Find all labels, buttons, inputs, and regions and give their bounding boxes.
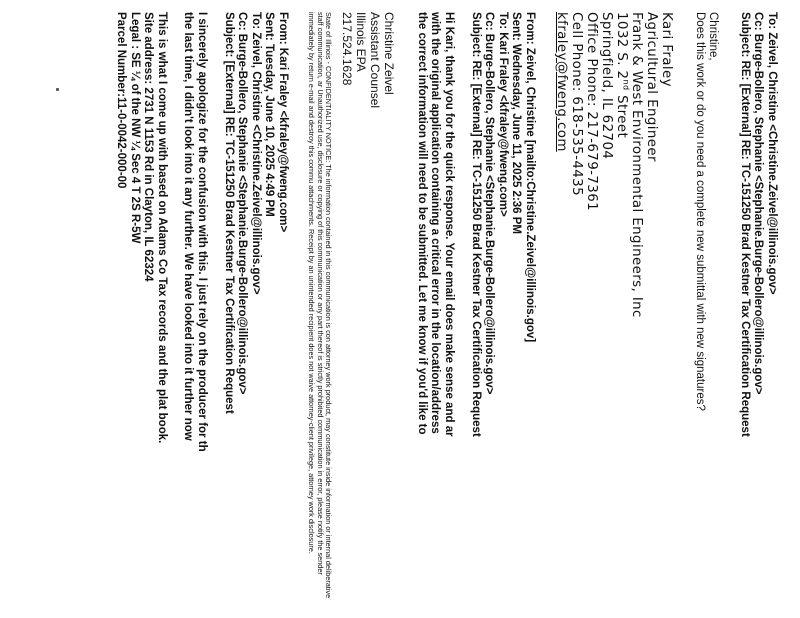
confidentiality-notice: State of Illinois - CONFIDENTIALITY NOTICE: The information contained in this communication is con attorney work product, may constitute inside information or internal deliberative staff communication, ar Unauthorized use, disclosure or copying of this communication or any part thereof is strictly prohibited communication in error, please notify the sender immediately by return e-mail and destroy this commu attachments. Receipt by an unintended recipient does not waive attorney-client privilege, attorney work disclosure. (307, 12, 334, 599)
email1-signature-office-phone: Office Phone: 217-679-7361 (584, 12, 600, 212)
email2-body-line: with the original application containing a critical error in the location/address (429, 12, 442, 434)
email3-site-address: Site address: 2731 N 1153 Rd in Clayton, IL 62324 (142, 12, 155, 282)
email2-sent-line: Sent: Wednesday, June 11, 2025 2:36 PM (510, 12, 523, 235)
email3-from-line: From: Kari Fraley <kfraley@fweng.com> (277, 12, 290, 233)
email2-cc-value[interactable]: Burge-Bollero, Stephanie <Stephanie.Burge-Bollero@illinois.gov> (483, 33, 496, 395)
email3-from-value[interactable]: Kari Fraley <kfraley@fweng.com> (277, 47, 290, 233)
email3-cc-value[interactable]: Burge-Bollero, Stephanie <Stephanie.Burge-Bollero@illinois.gov> (236, 33, 249, 395)
email1-subject-line: Subject: RE: [External] RE: TC-151250 Brad Kestner Tax Certification Request (738, 12, 751, 437)
email3-sent-line: Sent: Tuesday, June 10, 2025 4:49 PM (263, 12, 276, 217)
email2-to-line: To: Kari Fraley <kfraley@fweng.com> (496, 12, 509, 217)
email2-from-line: From: Zeivel, Christine [mailto:Christine.Zeivel@illinois.gov] (524, 12, 537, 343)
email1-body: Does this work or do you need a complete new submittal with new signatures? (693, 12, 706, 411)
email2-body-line: the correct information will need to be submitted. Let me know if you'd like to (415, 12, 428, 435)
email2-cc-line: Cc: Burge-Bollero, Stephanie <Stephanie.Burge-Bollero@illinois.gov> (483, 12, 496, 395)
email2-signature-name: Christine Zeivel (382, 12, 397, 95)
email2-body-line: Hi Kari, thank you for the quick response. Your email does make sense and ar (443, 12, 456, 437)
email2-signature-title: Assistant Counsel (368, 12, 383, 109)
scan-speck (56, 88, 59, 91)
email1-signature-cell-phone: Cell Phone: 618-535-4435 (569, 12, 585, 196)
email1-cc-line: Cc: Burge-Bollero, Stephanie <Stephanie.Burge-Bollero@illinois.gov> (752, 12, 765, 395)
email3-body-line: the last time, I didn't look into it any further. We have looked into it further now (182, 12, 195, 441)
email1-signature-company: Frank & West Environmental Engineers, Inc (629, 12, 645, 318)
email2-signature-phone: 217.524.1628 (340, 12, 355, 86)
email3-details-intro: This is what I come up with based on Adams Co Tax records and the plat book. (155, 12, 168, 444)
email3-parcel-number: Parcel Number:11-0-0042-000-00 (115, 12, 128, 189)
email2-subject-value: RE: [External] RE: TC-151250 Brad Kestner Tax Certification Request (469, 60, 482, 437)
email2-sent-value: Wednesday, June 11, 2025 2:36 PM (510, 43, 523, 235)
email1-to-line: To: Zeivel, Christine <Christine.Zeivel@illinois.gov> (766, 12, 778, 295)
email3-to-line: To: Zeivel, Christine <Christine.Zeivel@illinois.gov> (249, 12, 262, 295)
email1-signature-city: Springfield, IL 62704 (599, 12, 615, 160)
email3-to-value[interactable]: Zeivel, Christine <Christine.Zeivel@illinois.gov> (249, 32, 262, 295)
email3-legal-description: Legal : SE ¼ of the NW ¼ Sec 4 T 2S R-5W (128, 12, 141, 244)
email3-subject-value: [External] RE: TC-151250 Brad Kestner Tax Certification Request (222, 60, 235, 414)
email1-signature-name: Kari Fraley (659, 12, 675, 87)
email2-from-value[interactable]: Zeivel, Christine [mailto:Christine.Zeivel@illinois.gov] (524, 47, 537, 343)
email2-subject-line: Subject: RE: [External] RE: TC-151250 Brad Kestner Tax Certification Request (469, 12, 482, 437)
email1-to-value[interactable]: Zeivel, Christine <Christine.Zeivel@illinois.gov> (766, 32, 778, 295)
email1-signature-street: 1032 S. 2nd Street (614, 12, 631, 139)
email1-signature-email-link[interactable]: kfraley@fweng.com (554, 12, 570, 152)
email2-to-value[interactable]: Kari Fraley <kfraley@fweng.com> (496, 32, 509, 217)
email3-sent-value: Tuesday, June 10, 2025 4:49 PM (263, 43, 276, 217)
email1-greeting: Christine, (707, 12, 720, 61)
email3-subject-line: Subject: [External] RE: TC-151250 Brad Kestner Tax Certification Request (222, 12, 235, 414)
email3-cc-line: Cc: Burge-Bollero, Stephanie <Stephanie.Burge-Bollero@illinois.gov> (236, 12, 249, 395)
email3-body-line: I sincerely apologize for the confusion with this. I just rely on the producer for th (196, 12, 209, 452)
email1-subject-value: RE: [External] RE: TC-151250 Brad Kestner Tax Certification Request (738, 60, 751, 437)
email1-cc-value[interactable]: Burge-Bollero, Stephanie <Stephanie.Burge-Bollero@illinois.gov> (752, 33, 765, 395)
email1-signature-title: Agricultural Engineer (644, 12, 660, 162)
email2-signature-org: Illinois EPA (354, 12, 369, 72)
